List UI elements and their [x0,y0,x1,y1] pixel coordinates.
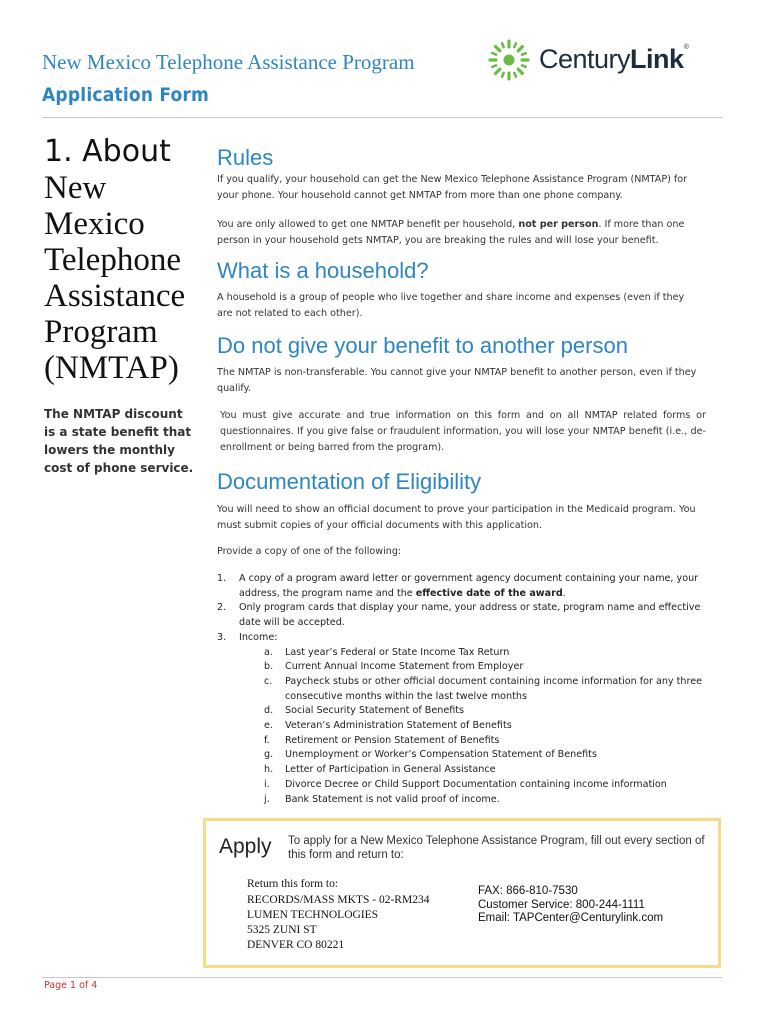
apply-heading: Apply [219,835,272,858]
logo-ray [516,44,525,53]
list-item-emphasis: effective date of the award [415,587,563,599]
footer-divider [42,977,722,978]
income-item-text: Divorce Decree or Child Support Documentation containing income information [285,778,667,790]
form-title: Application Form [42,84,210,106]
no-transfer-heading: Do not give your benefit to another person [217,333,628,358]
rules-paragraph-1: If you qualify, your household can get the New Mexico Telephone Assistance Program (NMTAP) for your phone. Your household cannot get NMTAP from more than one phone company. [217,174,688,201]
income-item-letter: a. [264,646,273,658]
income-list-item [217,734,722,749]
logo-ray [521,58,530,61]
income-item-text: Unemployment or Worker’s Compensation Statement of Benefits [285,749,597,761]
income-item-letter: c. [264,675,273,687]
logo-text-century: Century [539,44,631,74]
list-item [217,601,722,630]
logo-ray [489,58,498,61]
income-list-item [217,793,722,808]
income-list-item [217,675,722,704]
income-item-letter: e. [264,720,273,732]
rules-paragraph-2 [217,217,697,249]
income-list-item [217,763,722,778]
list-item-text: A copy of a program award letter or government agency document containing your name, your address, the program name and the [239,573,699,599]
logo-text-link: Link [630,44,684,74]
logo-ray [516,67,525,76]
centurylink-logo [484,34,714,86]
logo-ray [520,64,527,69]
income-list-item [217,778,722,793]
income-list-item [217,660,722,675]
section-heading-line: (NMTAP) [44,350,179,386]
contact-email: Email: TAPCenter@Centurylink.com [478,912,664,924]
income-item-letter: d. [264,705,274,717]
section-heading-line: Mexico [44,206,145,242]
return-form-label: Return this form to: [247,878,339,890]
income-item-text: Social Security Statement of Benefits [285,705,465,717]
centurylink-logo-icon [484,35,534,85]
income-item-letter: i. [264,778,270,790]
income-list-item [217,748,722,763]
apply-box [203,818,721,968]
list-item-text-end: . [562,587,566,599]
section-heading-line: Assistance [44,278,186,314]
documentation-paragraph: You will need to show an official document to prove your participation in the Medicaid program. You must submit copies of your official documents with this application. [217,504,696,531]
logo-ray [500,71,505,78]
income-item-letter: f. [264,734,270,746]
apply-instructions: To apply for a New Mexico Telephone Assistance Program, fill out every section of this form and return to: [288,835,705,861]
logo-ray [500,42,505,49]
household-heading: What is a household? [217,258,429,283]
list-item-text: Only program cards that display your name, your address or state, program name and effective date will be accepted. [239,602,701,629]
income-list-item [217,646,722,661]
page-number: Page 1 of 4 [44,980,98,991]
list-item-number: 1. [217,573,227,584]
contact-info [478,885,663,926]
income-item-letter: h. [264,764,274,776]
address-line: RECORDS/MASS MKTS - 02-RM234 [247,894,430,906]
header-divider [42,117,722,118]
section-heading-number: 1. About [44,134,171,169]
mailing-address [247,893,429,953]
income-item-text: Current Annual Income Statement from Employer [285,661,524,673]
list-item [217,631,722,646]
household-paragraph: A household is a group of people who live together and share income and expenses (even if they are not related to each other). [217,292,685,319]
income-item-text: Bank Statement is not valid proof of income. [285,793,500,805]
income-item-letter: g. [264,749,274,761]
logo-ray [491,51,498,56]
logo-ray [493,44,502,53]
section-heading-line: Telephone [44,242,181,278]
rules-p2-text: You are only allowed to get one NMTAP benefit per household, [217,219,519,230]
rules-p2-emphasis: not per person [518,219,599,230]
logo-wordmark [539,44,688,75]
logo-ray [493,67,502,76]
nmtap-discount-note: The NMTAP discount is a state benefit that lowers the monthly cost of phone service. [44,407,194,475]
income-item-text: Veteran’s Administration Statement of Benefits [285,720,512,732]
no-transfer-paragraph-2: You must give accurate and true information on this form and on all NMTAP related forms or questionnaires. If you give false or fraudulent information, you will lose your NMTAP benefit (i.e., de-enrollment or being barred from the program). [220,410,706,453]
list-item-text: Income: [239,631,278,643]
income-item-text: Paycheck stubs or other official document containing income information for any three consecutive months within the last twelve months [285,675,703,702]
list-item-number: 3. [217,631,227,643]
income-item-text: Letter of Participation in General Assistance [285,764,496,776]
documentation-provide-text: Provide a copy of one of the following: [217,546,402,557]
logo-ray [507,72,510,81]
income-item-letter: j. [264,793,270,805]
section-heading-about [44,134,204,386]
income-item-text: Retirement or Pension Statement of Benefits [285,734,500,746]
address-line: 5325 ZUNI ST [247,924,317,936]
rules-heading: Rules [217,145,274,170]
rules-p2-text-end: . If more than one person in your household gets NMTAP, you are breaking the rules and will lose your benefit. [217,219,685,246]
logo-registered-mark: ® [683,44,689,51]
income-list-item [217,719,722,734]
eligibility-document-list [217,572,722,807]
income-item-text: Last year’s Federal or State Income Tax Return [285,646,510,658]
address-line: LUMEN TECHNOLOGIES [247,909,379,921]
customer-service-number: Customer Service: 800-244-1111 [478,898,645,911]
logo-ray [507,40,510,49]
fax-number: FAX: 866-810-7530 [478,885,578,897]
logo-ray [491,64,498,69]
no-transfer-paragraph-1: The NMTAP is non-transferable. You cannot give your NMTAP benefit to another person, even if they qualify. [217,367,697,394]
section-heading-line: New [44,170,107,206]
documentation-heading: Documentation of Eligibility [217,469,482,494]
list-item-number: 2. [217,602,227,614]
list-item [217,572,722,601]
program-title: New Mexico Telephone Assistance Program [42,50,415,74]
logo-ray [513,71,518,78]
logo-ray [520,51,527,56]
income-item-letter: b. [264,661,274,673]
address-line: DENVER CO 80221 [247,939,345,951]
section-heading-line: Program [44,314,158,350]
logo-ray [513,42,518,49]
income-list-item [217,704,722,719]
